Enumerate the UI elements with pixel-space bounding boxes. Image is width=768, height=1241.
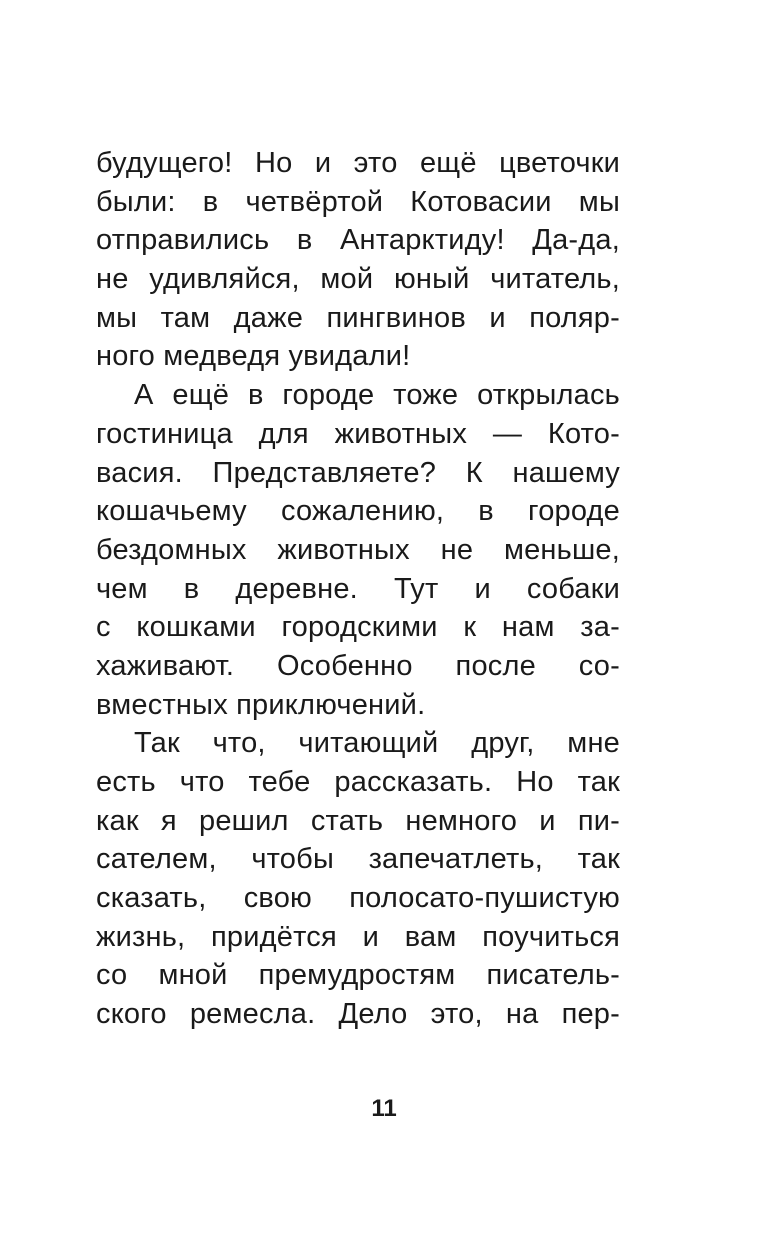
text-line: сказать, свою полосато-пушистую xyxy=(96,882,620,915)
text-line: мы там даже пингвинов и поляр- xyxy=(96,301,620,334)
text-line: кошачьему сожалению, в городе xyxy=(96,495,620,528)
page-number: 11 xyxy=(371,1095,397,1122)
text-line: отправились в Антарктиду! Да-да, xyxy=(96,224,620,257)
text-line: А ещё в городе тоже открылась xyxy=(134,379,620,412)
text-line: хаживают. Особенно после со- xyxy=(96,649,620,682)
text-line: бездомных животных не меньше, xyxy=(96,533,620,566)
text-line: гостиница для животных — Кото- xyxy=(96,417,620,450)
text-line: с кошками городскими к нам за- xyxy=(96,611,620,644)
text-line: вместных приключений. xyxy=(96,688,426,721)
text-line: не удивляйся, мой юный читатель, xyxy=(96,263,620,296)
text-line: как я решил стать немного и пи- xyxy=(96,804,620,837)
text-line: есть что тебе рассказать. Но так xyxy=(96,766,620,798)
text-line: со мной премудростям писатель- xyxy=(96,959,620,992)
text-line: чем в деревне. Тут и собаки xyxy=(96,572,620,605)
text-line: ного медведя увидали! xyxy=(96,340,411,373)
text-line: сателем, чтобы запечатлеть, так xyxy=(96,843,620,876)
text-line: были: в четвёртой Котовасии мы xyxy=(96,185,620,218)
text-line: жизнь, придётся и вам поучиться xyxy=(96,920,620,953)
text-line: будущего! Но и это ещё цветочки xyxy=(96,147,620,179)
text-line: васия. Представляете? К нашему xyxy=(96,456,620,489)
body-text xyxy=(96,144,620,1034)
text-line: Так что, читающий друг, мне xyxy=(134,727,620,760)
text-line: ского ремесла. Дело это, на пер- xyxy=(96,998,620,1031)
